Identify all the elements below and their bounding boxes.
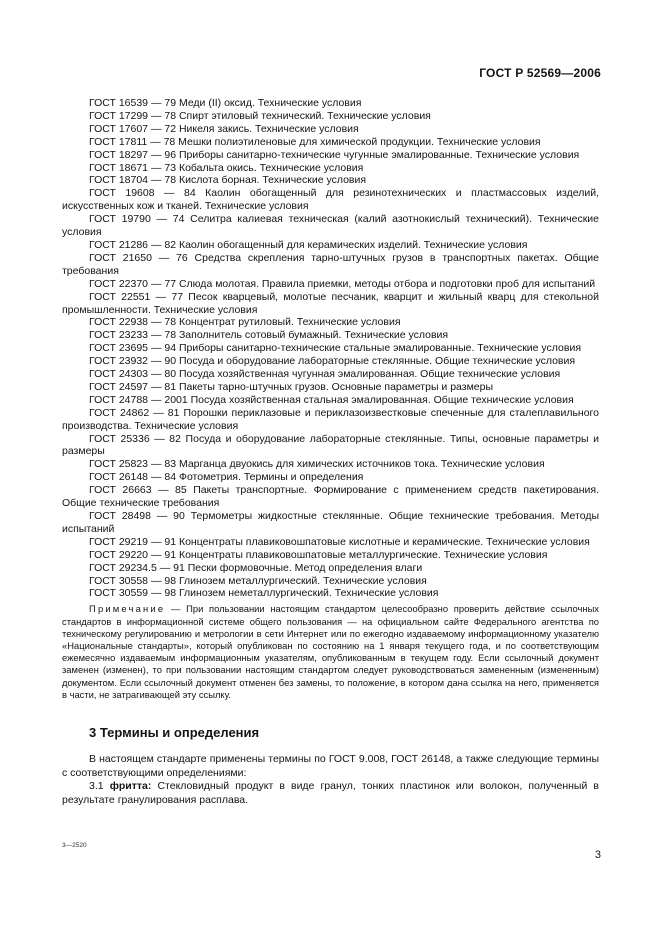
reference-item: ГОСТ 25336 — 82 Посуда и оборудование лабораторные стеклянные. Типы, основные параметры и размеры bbox=[62, 432, 599, 458]
reference-item: ГОСТ 23233 — 78 Заполнитель сотовый бумажный. Технические условия bbox=[89, 329, 449, 342]
reference-item: ГОСТ 30559 — 98 Глинозем неметаллургический. Технические условия bbox=[89, 587, 439, 600]
reference-item: ГОСТ 28498 — 90 Термометры жидкостные стеклянные. Общие технические требования. Методы испытаний bbox=[62, 510, 599, 535]
term-definition: Стекловидный продукт в виде гранул, тонких пластинок или волокон, полученный в результате гранулирования расплава. bbox=[62, 780, 599, 806]
reference-item: ГОСТ 16539 — 79 Меди (II) оксид. Технические условия bbox=[89, 97, 362, 109]
reference-item: ГОСТ 26663 — 85 Пакеты транспортные. Формирование с применением средств пакетирования. Общие технические требования bbox=[62, 484, 599, 510]
reference-item: ГОСТ 30558 — 98 Глинозем металлургический. Технические условия bbox=[89, 574, 427, 587]
section-title: 3 Термины и определения bbox=[89, 724, 260, 740]
reference-item: ГОСТ 24862 — 81 Порошки периклазовые и периклазоизвестковые спеченные для сталеплавильного производства. Технические условия bbox=[62, 406, 599, 432]
reference-list bbox=[62, 97, 599, 600]
reference-item: ГОСТ 23932 — 90 Посуда и оборудование лабораторные стеклянные. Общие технические условия bbox=[89, 355, 576, 368]
reference-item: ГОСТ 22370 — 77 Слюда молотая. Правила приемки, методы отбора и подготовки проб для испытаний bbox=[89, 277, 596, 290]
term-name: фритта: bbox=[109, 780, 152, 793]
reference-item: ГОСТ 18297 — 96 Приборы санитарно-технические чугунные эмалированные. Технические условия bbox=[89, 148, 580, 161]
reference-item: ГОСТ 19790 — 74 Селитра калиевая техническая (калий азотнокислый технический). Технические условия bbox=[62, 213, 599, 239]
section-intro: В настоящем стандарте применены термины по ГОСТ 9.008, ГОСТ 26148, а также следующие термины с соответствующими определениями: bbox=[62, 752, 599, 779]
reference-item: ГОСТ 18704 — 78 Кислота борная. Технические условия bbox=[89, 174, 367, 187]
reference-item: ГОСТ 19608 — 84 Каолин обогащенный для резинотехнических и пластмассовых изделий, искусственных кож и тканей. Технические условия bbox=[62, 187, 599, 213]
reference-item: ГОСТ 21286 — 82 Каолин обогащенный для керамических изделий. Технические условия bbox=[89, 238, 528, 251]
note-text: — При пользовании настоящим стандартом целесообразно проверить действие ссылочных стандартов в информационной системе общего пользования — на официальном сайте Федерального агентства по техническому регулированию и метрологии в сети Интернет или по ежегодно издаваемому информационному указателю «Национальные стандарты», который опубликован по состоянию на 1 января текущего года, и по соответствующим ежемесячно издаваемым информационным указателям, опубликованным в текущем году. Если ссылочный документ заменен (изменен), то при пользовании настоящим стандартом следует руководствоваться замененным (измененным) документом. Если ссылочный документ отменен без замены, то положение, в котором дана ссылка на него, применяется в части, не затрагивающей эту ссылку. bbox=[62, 603, 599, 700]
reference-item: ГОСТ 17299 — 78 Спирт этиловый технический. Технические условия bbox=[89, 109, 431, 122]
note-label: Примечание bbox=[89, 603, 166, 615]
reference-item: ГОСТ 24597 — 81 Пакеты тарно-штучных грузов. Основные параметры и размеры bbox=[89, 380, 494, 393]
reference-note bbox=[62, 603, 599, 701]
reference-item: ГОСТ 29219 — 91 Концентраты плавиковошпатовые кислотные и керамические. Технические условия bbox=[89, 535, 590, 548]
document-header: ГОСТ Р 52569—2006 bbox=[479, 66, 601, 80]
reference-item: ГОСТ 18671 — 73 Кобальта окись. Технические условия bbox=[89, 161, 364, 174]
reference-item: ГОСТ 22938 — 78 Концентрат рутиловый. Технические условия bbox=[89, 316, 401, 329]
reference-item: ГОСТ 22551 — 77 Песок кварцевый, молотые песчаник, кварцит и жильный кварц для стекольной промышленности. Технические условия bbox=[62, 290, 599, 316]
reference-item: ГОСТ 21650 — 76 Средства скрепления тарно-штучных грузов в транспортных пакетах. Общие требования bbox=[62, 251, 599, 277]
reference-item: ГОСТ 29234.5 — 91 Пески формовочные. Метод определения влаги bbox=[89, 561, 423, 574]
page-content bbox=[62, 97, 599, 807]
term-number: 3.1 bbox=[89, 780, 110, 793]
reference-item: ГОСТ 25823 — 83 Марганца двуокись для химических источников тока. Технические условия bbox=[89, 458, 545, 471]
print-code: 3—2520 bbox=[62, 842, 87, 849]
reference-item: ГОСТ 24788 — 2001 Посуда хозяйственная стальная эмалированная. Общие технические условия bbox=[89, 393, 574, 406]
reference-item: ГОСТ 26148 — 84 Фотометрия. Термины и определения bbox=[89, 471, 364, 484]
reference-item: ГОСТ 24303 — 80 Посуда хозяйственная чугунная эмалированная. Общие технические условия bbox=[89, 368, 561, 381]
page-number: 3 bbox=[594, 849, 601, 861]
section-body bbox=[62, 753, 599, 807]
reference-item: ГОСТ 29220 — 91 Концентраты плавиковошпатовые металлургические. Технические условия bbox=[89, 548, 548, 561]
term-definition-paragraph bbox=[62, 780, 599, 807]
reference-item: ГОСТ 23695 — 94 Приборы санитарно-технические стальные эмалированные. Технические условия bbox=[89, 342, 582, 355]
reference-item: ГОСТ 17811 — 78 Мешки полиэтиленовые для химической продукции. Технические условия bbox=[89, 135, 541, 148]
reference-item: ГОСТ 17607 — 72 Никеля закись. Технические условия bbox=[89, 122, 359, 135]
